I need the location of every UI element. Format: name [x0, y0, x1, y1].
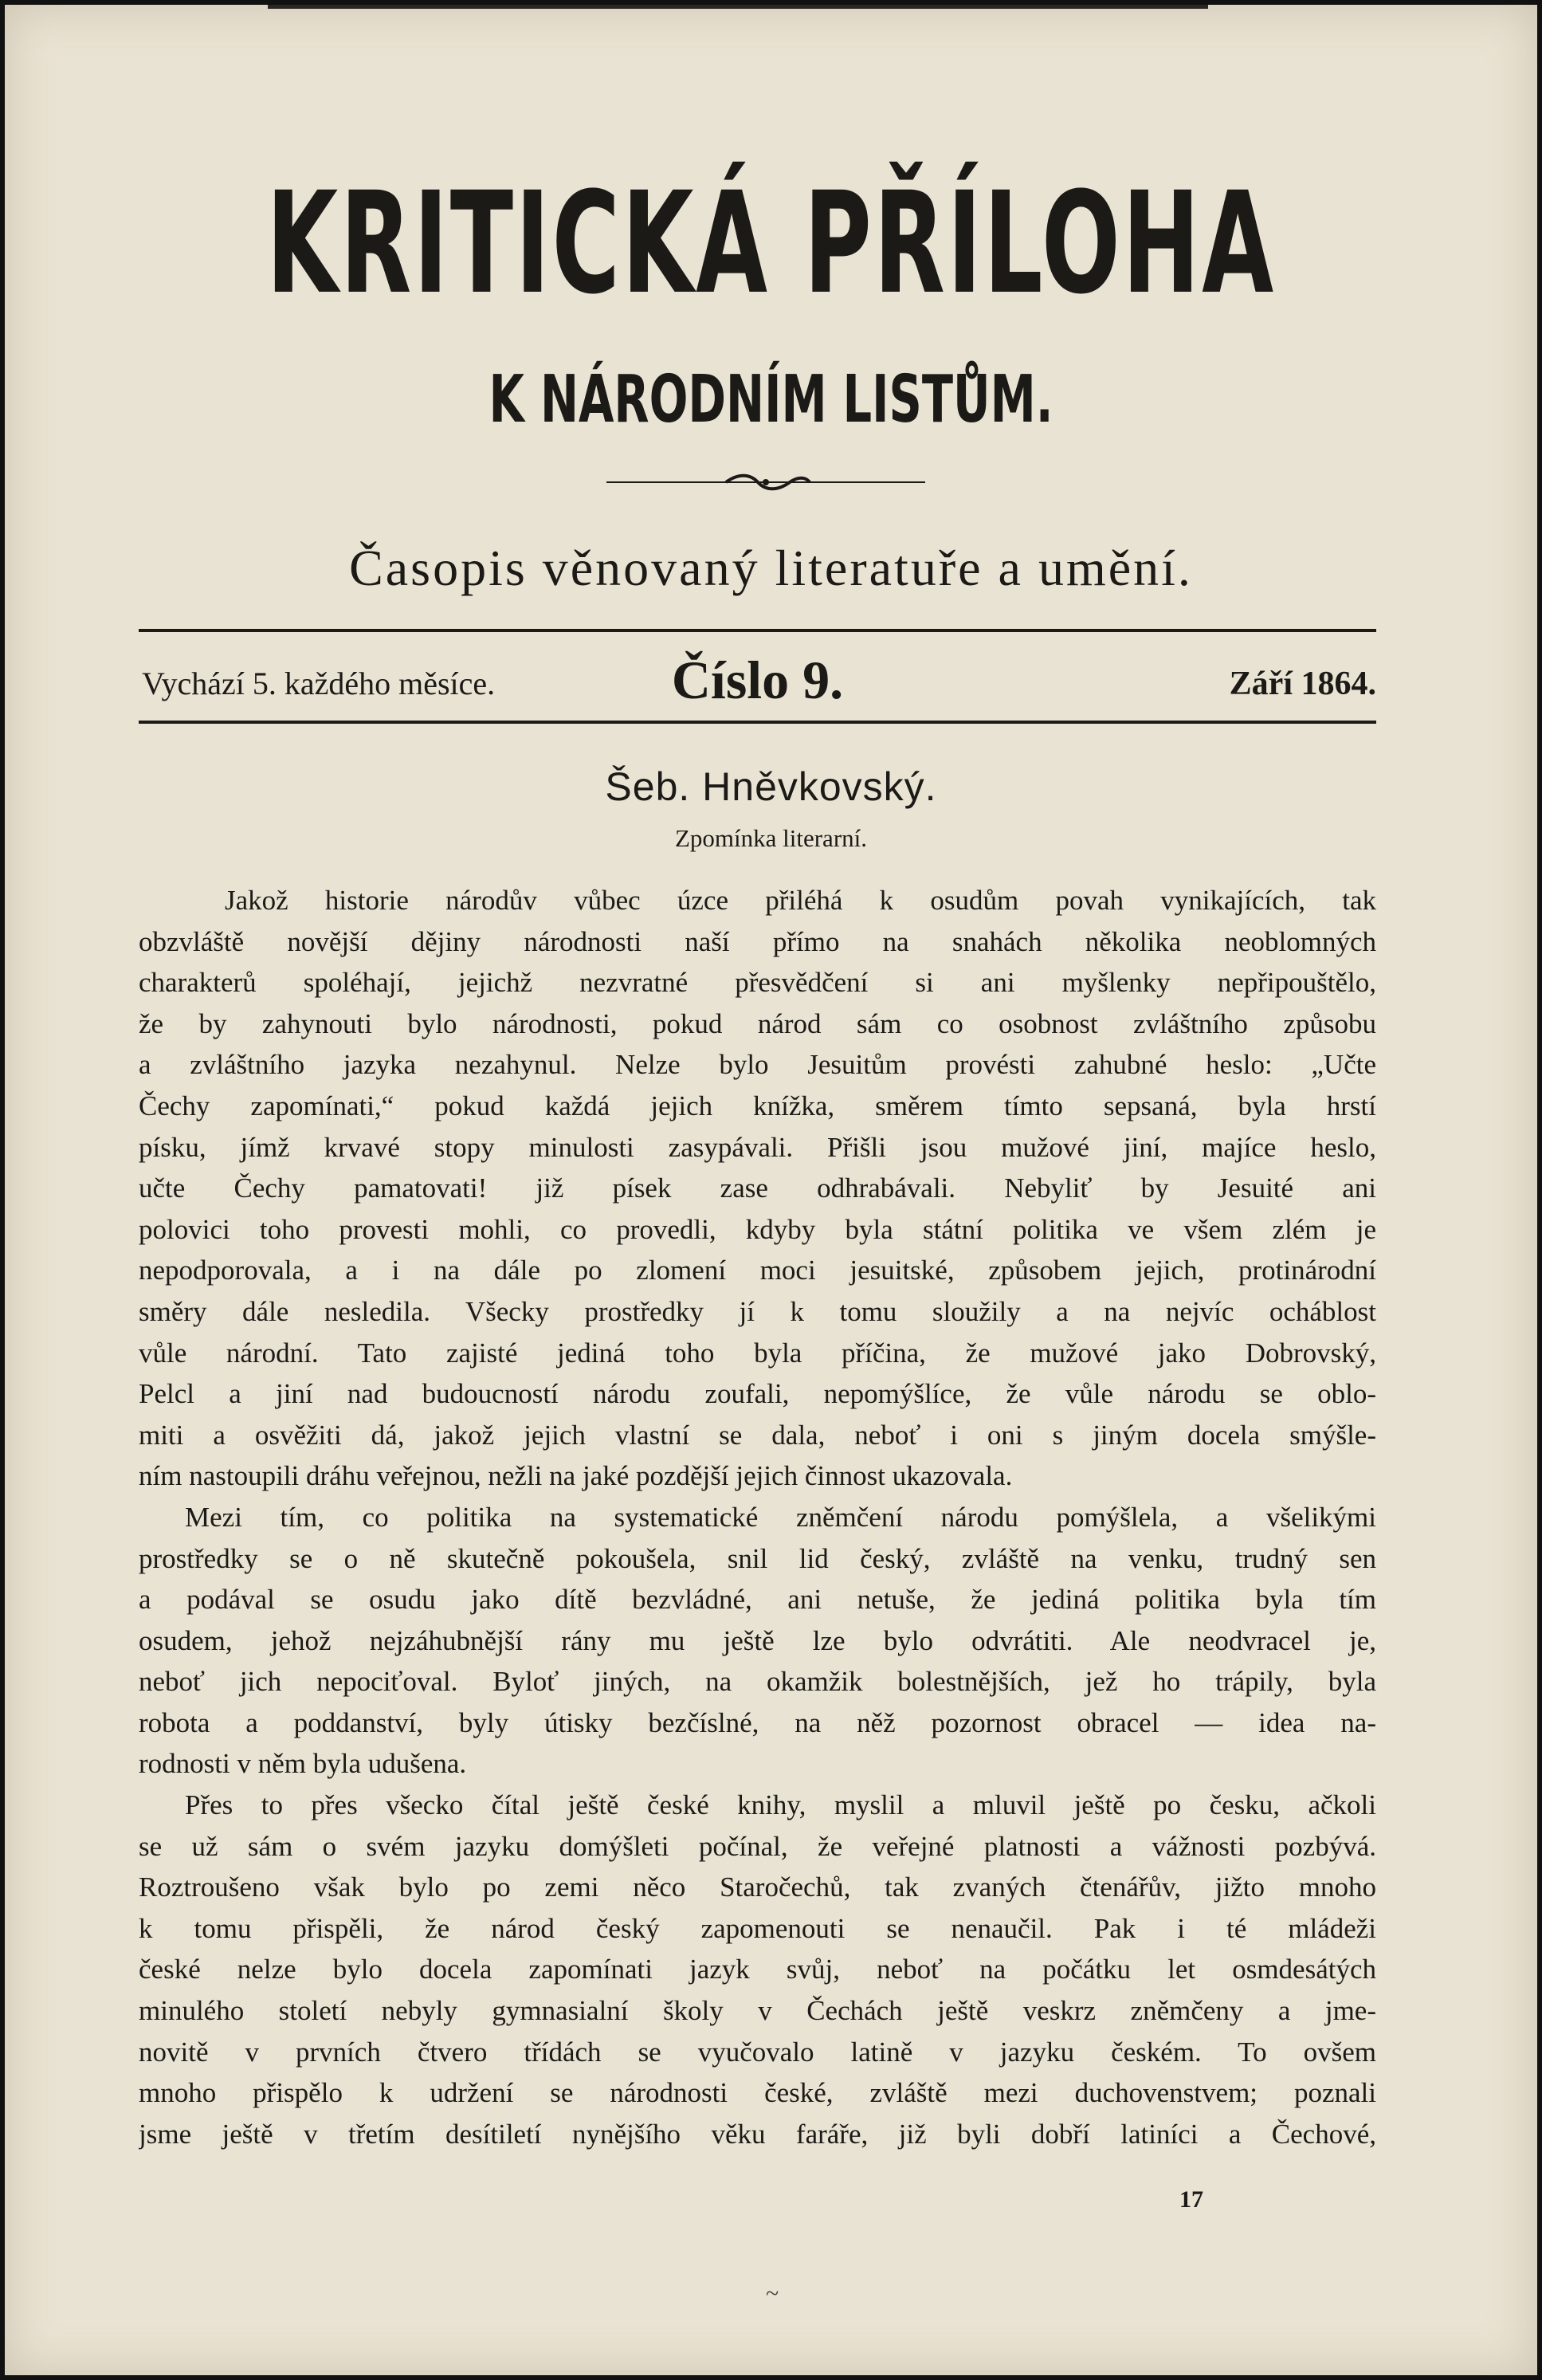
body-line: prostředky se o ně skutečně pokoušela, snil lid český, zvláště na venku, trudný sen: [139, 1542, 1376, 1574]
body-line: robota a poddanství, byly útisky bezčíslné, na něž pozornost obracel — idea na-: [139, 1706, 1376, 1738]
scan-mark: ~: [766, 2280, 779, 2307]
body-line: nepodporovala, a i na dále po zlomení moci jesuitské, způsobem jejich, protinárodní: [139, 1255, 1376, 1286]
body-line: vůle národní. Tato zajisté jediná toho byla příčina, že mužové jako Dobrovský,: [139, 1337, 1376, 1369]
ornament-divider-icon: [606, 473, 925, 491]
masthead-subtitle: K NÁRODNÍM LISTŮM.: [488, 362, 1054, 438]
body-line: ním nastoupili dráhu veřejnou, nežli na jaké pozdější jejich činnost ukazovala.: [139, 1460, 1013, 1492]
issue-date: Září 1864.: [1229, 666, 1376, 702]
body-line: písku, jímž krvavé stopy minulosti zasypávali. Přišli jsou mužové jiní, majíce heslo,: [139, 1131, 1376, 1163]
body-line: polovici toho provesti mohli, co provedli, kdyby byla státní politika ve všem zlém je: [139, 1213, 1376, 1245]
body-line: minulého století nebyly gymnasialní školy v Čechách ještě veskrz zněmčeny a jme-: [139, 1995, 1376, 2027]
article-subtitle: Zpomínka literarní.: [674, 824, 868, 852]
article-title: Šeb. Hněvkovský.: [605, 764, 937, 809]
body-line: Přes to přes všecko čítal ještě české knihy, myslil a mluvil ještě po česku, ačkoli: [185, 1789, 1376, 1821]
page-number: 17: [1179, 2186, 1203, 2213]
body-line: učte Čechy pamatovati! již písek zase odhrabávali. Nebyliť by Jesuité ani: [139, 1172, 1376, 1204]
body-line: Mezi tím, co politika na systematické zněmčení národu pomýšlela, a všelikými: [185, 1501, 1376, 1533]
body-line: Čechy zapomínati,“ pokud každá jejich knížka, směrem tímto sepsaná, byla hrstí: [139, 1090, 1376, 1121]
header-rule-bottom: [139, 721, 1376, 724]
body-line: a podával se osudu jako dítě bezvládné, ani netuše, že jediná politika byla tím: [139, 1584, 1376, 1616]
body-line: že by zahynouti bylo národnosti, pokud národ sám co osobnost zvláštního způsobu: [139, 1007, 1376, 1039]
masthead-tagline: Časopis věnovaný literatuře a umění.: [349, 540, 1193, 596]
issue-frequency: Vychází 5. každého měsíce.: [142, 666, 496, 701]
body-line: Jakož historie národův vůbec úzce přiléhá k osudům povah vynikajících, tak: [225, 885, 1376, 916]
body-line: k tomu přispěli, že národ český zapomenouti se nenaučil. Pak i té mládeži: [139, 1912, 1376, 1944]
header-rule-top: [139, 629, 1376, 632]
article-body: [139, 880, 1376, 2154]
issue-number: Číslo 9.: [671, 650, 844, 710]
body-line: osudem, jehož nejzáhubnější rány mu ještě lze bylo odvrátiti. Ale neodvracel je,: [139, 1624, 1376, 1656]
body-line: novitě v prvních čtvero třídách se vyučovalo latině v jazyku českém. To ovšem: [139, 2036, 1376, 2068]
body-line: Roztroušeno však bylo po zemi něco Staročechů, tak zvaných čtenářův, jižto mnoho: [139, 1871, 1376, 1903]
body-line: rodnosti v něm byla udušena.: [139, 1748, 467, 1780]
body-line: směry dále nesledila. Všecky prostředky jí k tomu sloužily a na nejvíc ocháblost: [139, 1295, 1376, 1327]
masthead-title: KRITICKÁ PŘÍLOHA: [266, 162, 1276, 325]
body-line: se už sám o svém jazyku domýšleti počínal, že veřejné platnosti a vážnosti pozbývá.: [139, 1830, 1376, 1862]
body-line: Pelcl a jiní nad budoucností národu zoufali, nepomýšlíce, že vůle národu se oblo-: [139, 1378, 1376, 1410]
body-line: jsme ještě v třetím desítiletí nynějšího věku faráře, již byli dobří latiníci a Čechové,: [139, 2118, 1376, 2150]
body-line: neboť jich nepociťoval. Byloť jiných, na okamžik bolestnějších, jež ho trápily, byla: [139, 1666, 1376, 1698]
issue-info-row: [139, 649, 1376, 713]
body-line: mnoho přispělo k udržení se národnosti české, zvláště mezi duchovenstvem; poznali: [139, 2077, 1376, 2109]
body-line: a zvláštního jazyka nezahynul. Nelze bylo Jesuitům provésti zahubné heslo: „Učte: [139, 1049, 1376, 1081]
body-line: české nelze bylo docela zapomínati jazyk svůj, neboť na počátku let osmdesátých: [139, 1954, 1376, 1985]
body-line: charakterů spoléhají, jejichž nezvratné přesvědčení si ani myšlenky nepřipouštělo,: [139, 967, 1376, 999]
body-line: obzvláště novější dějiny národnosti naší přímo na snahách několika neoblomných: [139, 925, 1376, 957]
top-edge-rule: [268, 5, 1208, 9]
body-line: miti a osvěžiti dá, jakož jejich vlastní se dala, neboť i oni s jiným docela smýšle-: [139, 1419, 1376, 1451]
scanned-page: [5, 5, 1537, 2375]
